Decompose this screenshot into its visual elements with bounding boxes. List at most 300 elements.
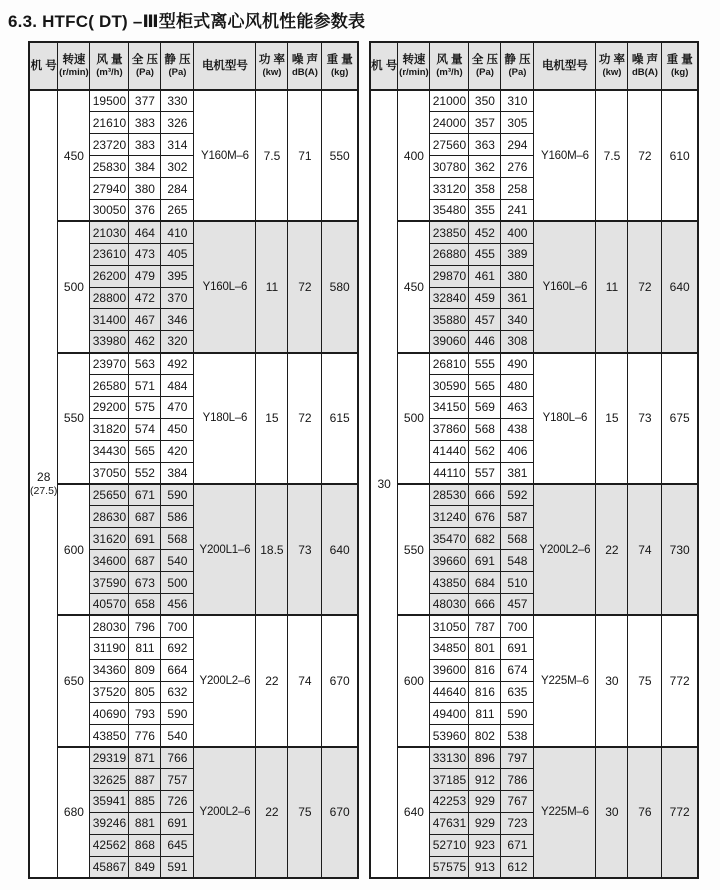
static-pressure-cell: 691 (161, 812, 194, 834)
airflow-cell: 42253 (430, 791, 469, 813)
total-pressure-cell: 929 (469, 812, 501, 834)
col-header-unit: (kw) (602, 67, 622, 79)
total-pressure-cell: 455 (469, 243, 501, 265)
static-pressure-cell: 463 (501, 396, 534, 418)
static-pressure-cell: 405 (161, 243, 194, 265)
col-header-weight (662, 42, 698, 90)
table-row (29, 484, 358, 506)
col-header-machine-no (370, 42, 398, 90)
airflow-cell: 40690 (90, 703, 129, 725)
table-row (29, 90, 358, 112)
power-cell: 22 (596, 484, 628, 615)
col-header-label: 机 号 (30, 59, 57, 72)
col-header-unit: (r/min) (399, 67, 429, 79)
total-pressure-cell: 676 (469, 506, 501, 528)
static-pressure-cell: 490 (501, 353, 534, 375)
total-pressure-cell: 380 (129, 178, 161, 200)
power-cell: 11 (596, 221, 628, 352)
table-row (29, 615, 358, 637)
static-pressure-cell: 480 (501, 375, 534, 397)
col-header-label: 噪 声 (631, 54, 659, 67)
total-pressure-cell: 446 (469, 331, 501, 353)
static-pressure-cell: 346 (161, 309, 194, 331)
static-pressure-cell: 568 (501, 528, 534, 550)
noise-cell: 71 (288, 90, 322, 221)
power-cell: 11 (256, 221, 288, 352)
airflow-cell: 23970 (90, 353, 129, 375)
static-pressure-cell: 591 (161, 856, 194, 878)
weight-cell: 640 (662, 221, 698, 352)
col-header-unit: dB(A) (292, 67, 318, 79)
col-header-unit: (Pa) (508, 67, 527, 79)
static-pressure-cell: 400 (501, 221, 534, 243)
static-pressure-cell: 310 (501, 90, 534, 112)
noise-cell: 72 (288, 353, 322, 484)
airflow-cell: 29200 (90, 396, 129, 418)
airflow-cell: 32625 (90, 769, 129, 791)
col-header-speed (58, 42, 90, 90)
airflow-cell: 30590 (430, 375, 469, 397)
airflow-cell: 25650 (90, 484, 129, 506)
speed-cell: 600 (398, 615, 430, 746)
airflow-cell: 31240 (430, 506, 469, 528)
total-pressure-cell: 793 (129, 703, 161, 725)
total-pressure-cell: 350 (469, 90, 501, 112)
static-pressure-cell: 590 (161, 703, 194, 725)
speed-cell: 550 (398, 484, 430, 615)
static-pressure-cell: 592 (501, 484, 534, 506)
motor-model-cell: Y160M–6 (534, 90, 596, 221)
total-pressure-cell: 809 (129, 659, 161, 681)
total-pressure-cell: 355 (469, 199, 501, 221)
static-pressure-cell: 294 (501, 134, 534, 156)
airflow-cell: 31620 (90, 528, 129, 550)
static-pressure-cell: 484 (161, 375, 194, 397)
power-cell: 15 (256, 353, 288, 484)
total-pressure-cell: 885 (129, 791, 161, 813)
total-pressure-cell: 479 (129, 265, 161, 287)
weight-cell: 580 (322, 221, 358, 352)
table-row (29, 747, 358, 769)
weight-cell: 640 (322, 484, 358, 615)
total-pressure-cell: 462 (129, 331, 161, 353)
weight-cell: 670 (322, 615, 358, 746)
airflow-cell: 34430 (90, 440, 129, 462)
speed-cell: 500 (398, 353, 430, 484)
airflow-cell: 37050 (90, 462, 129, 484)
airflow-cell: 43850 (430, 572, 469, 594)
airflow-cell: 49400 (430, 703, 469, 725)
motor-model-cell: Y180L–6 (534, 353, 596, 484)
col-header-unit: (m³/h) (436, 67, 463, 79)
col-header-noise (628, 42, 662, 90)
total-pressure-cell: 575 (129, 396, 161, 418)
table-row (29, 353, 358, 375)
power-cell: 7.5 (596, 90, 628, 221)
speed-cell: 450 (58, 90, 90, 221)
table-row (370, 615, 698, 637)
static-pressure-cell: 305 (501, 112, 534, 134)
static-pressure-cell: 276 (501, 156, 534, 178)
col-header-total-pressure (469, 42, 501, 90)
total-pressure-cell: 552 (129, 462, 161, 484)
weight-cell: 670 (322, 747, 358, 878)
total-pressure-cell: 787 (469, 615, 501, 637)
static-pressure-cell: 797 (501, 747, 534, 769)
airflow-cell: 31400 (90, 309, 129, 331)
static-pressure-cell: 766 (161, 747, 194, 769)
airflow-cell: 37185 (430, 769, 469, 791)
total-pressure-cell: 811 (129, 637, 161, 659)
page-title: 6.3. HTFC( DT) –Ⅲ型柜式离心风机性能参数表 (8, 12, 366, 31)
weight-cell: 730 (662, 484, 698, 615)
airflow-cell: 29870 (430, 265, 469, 287)
power-cell: 30 (596, 615, 628, 746)
static-pressure-cell: 265 (161, 199, 194, 221)
noise-cell: 76 (628, 747, 662, 878)
static-pressure-cell: 538 (501, 725, 534, 747)
col-header-label: 噪 声 (291, 54, 319, 67)
total-pressure-cell: 887 (129, 769, 161, 791)
static-pressure-cell: 692 (161, 637, 194, 659)
total-pressure-cell: 568 (469, 418, 501, 440)
total-pressure-cell: 452 (469, 221, 501, 243)
total-pressure-cell: 574 (129, 418, 161, 440)
total-pressure-cell: 384 (129, 156, 161, 178)
speed-cell: 450 (398, 221, 430, 352)
static-pressure-cell: 438 (501, 418, 534, 440)
airflow-cell: 26200 (90, 265, 129, 287)
col-header-label: 风 量 (96, 54, 123, 67)
col-header-label: 电机型号 (201, 59, 248, 72)
static-pressure-cell: 326 (161, 112, 194, 134)
col-header-unit: (Pa) (135, 67, 154, 79)
machine-no-value: 28 (37, 469, 51, 484)
power-cell: 22 (256, 747, 288, 878)
static-pressure-cell: 700 (161, 615, 194, 637)
airflow-cell: 37860 (430, 418, 469, 440)
total-pressure-cell: 472 (129, 287, 161, 309)
static-pressure-cell: 395 (161, 265, 194, 287)
airflow-cell: 28530 (430, 484, 469, 506)
speed-cell: 600 (58, 484, 90, 615)
total-pressure-cell: 796 (129, 615, 161, 637)
motor-model-cell: Y160L–6 (194, 221, 256, 352)
total-pressure-cell: 684 (469, 572, 501, 594)
airflow-cell: 31190 (90, 637, 129, 659)
airflow-cell: 53960 (430, 725, 469, 747)
table-row (29, 221, 358, 243)
total-pressure-cell: 691 (129, 528, 161, 550)
airflow-cell: 28800 (90, 287, 129, 309)
col-header-power (256, 42, 288, 90)
total-pressure-cell: 673 (129, 572, 161, 594)
total-pressure-cell: 666 (469, 593, 501, 615)
total-pressure-cell: 362 (469, 156, 501, 178)
total-pressure-cell: 687 (129, 506, 161, 528)
tables-wrapper (28, 41, 720, 879)
total-pressure-cell: 868 (129, 834, 161, 856)
total-pressure-cell: 929 (469, 791, 501, 813)
total-pressure-cell: 363 (469, 134, 501, 156)
total-pressure-cell: 671 (129, 484, 161, 506)
airflow-cell: 24000 (430, 112, 469, 134)
static-pressure-cell: 470 (161, 396, 194, 418)
airflow-cell: 28630 (90, 506, 129, 528)
static-pressure-cell: 635 (501, 681, 534, 703)
static-pressure-cell: 590 (501, 703, 534, 725)
total-pressure-cell: 376 (129, 199, 161, 221)
noise-cell: 72 (288, 221, 322, 352)
speed-cell: 550 (58, 353, 90, 484)
static-pressure-cell: 645 (161, 834, 194, 856)
machine-no-value: 30 (377, 476, 391, 491)
airflow-cell: 35880 (430, 309, 469, 331)
total-pressure-cell: 555 (469, 353, 501, 375)
col-header-weight (322, 42, 358, 90)
total-pressure-cell: 881 (129, 812, 161, 834)
static-pressure-cell: 691 (501, 637, 534, 659)
total-pressure-cell: 467 (129, 309, 161, 331)
machine-no-alt-value: (27.5) (30, 484, 58, 497)
static-pressure-cell: 389 (501, 243, 534, 265)
total-pressure-cell: 896 (469, 747, 501, 769)
static-pressure-cell: 380 (501, 265, 534, 287)
col-header-label: 重 量 (326, 54, 353, 67)
static-pressure-cell: 540 (161, 725, 194, 747)
fan-performance-table-right (369, 41, 699, 879)
col-header-label: 风 量 (436, 54, 463, 67)
power-cell: 30 (596, 747, 628, 878)
static-pressure-cell: 674 (501, 659, 534, 681)
static-pressure-cell: 340 (501, 309, 534, 331)
noise-cell: 74 (628, 484, 662, 615)
col-header-label: 全 压 (131, 54, 159, 67)
airflow-cell: 19500 (90, 90, 129, 112)
total-pressure-cell: 871 (129, 747, 161, 769)
power-cell: 18.5 (256, 484, 288, 615)
col-header-label: 重 量 (666, 54, 693, 67)
airflow-cell: 31050 (430, 615, 469, 637)
static-pressure-cell: 586 (161, 506, 194, 528)
col-header-unit: (Pa) (475, 67, 494, 79)
power-cell: 7.5 (256, 90, 288, 221)
noise-cell: 72 (628, 221, 662, 352)
noise-cell: 73 (628, 353, 662, 484)
noise-cell: 75 (288, 747, 322, 878)
total-pressure-cell: 461 (469, 265, 501, 287)
col-header-airflow (90, 42, 129, 90)
noise-cell: 72 (628, 90, 662, 221)
motor-model-cell: Y160L–6 (534, 221, 596, 352)
airflow-cell: 21610 (90, 112, 129, 134)
static-pressure-cell: 456 (161, 593, 194, 615)
weight-cell: 772 (662, 747, 698, 878)
total-pressure-cell: 849 (129, 856, 161, 878)
col-header-label: 静 压 (164, 54, 191, 67)
airflow-cell: 42562 (90, 834, 129, 856)
airflow-cell: 27560 (430, 134, 469, 156)
total-pressure-cell: 565 (129, 440, 161, 462)
power-cell: 22 (256, 615, 288, 746)
airflow-cell: 40570 (90, 593, 129, 615)
total-pressure-cell: 571 (129, 375, 161, 397)
airflow-cell: 26580 (90, 375, 129, 397)
total-pressure-cell: 811 (469, 703, 501, 725)
power-cell: 15 (596, 353, 628, 484)
static-pressure-cell: 540 (161, 550, 194, 572)
col-header-unit: dB(A) (632, 67, 658, 79)
machine-no-cell (370, 90, 398, 878)
total-pressure-cell: 459 (469, 287, 501, 309)
static-pressure-cell: 241 (501, 199, 534, 221)
speed-cell: 680 (58, 747, 90, 878)
airflow-cell: 35941 (90, 791, 129, 813)
static-pressure-cell: 361 (501, 287, 534, 309)
static-pressure-cell: 284 (161, 178, 194, 200)
static-pressure-cell: 500 (161, 572, 194, 594)
airflow-cell: 35470 (430, 528, 469, 550)
static-pressure-cell: 492 (161, 353, 194, 375)
total-pressure-cell: 464 (129, 221, 161, 243)
static-pressure-cell: 723 (501, 812, 534, 834)
airflow-cell: 44640 (430, 681, 469, 703)
airflow-cell: 45867 (90, 856, 129, 878)
static-pressure-cell: 302 (161, 156, 194, 178)
weight-cell: 772 (662, 615, 698, 746)
total-pressure-cell: 457 (469, 309, 501, 331)
airflow-cell: 23610 (90, 243, 129, 265)
airflow-cell: 33120 (430, 178, 469, 200)
machine-no-cell (29, 90, 58, 878)
static-pressure-cell: 587 (501, 506, 534, 528)
airflow-cell: 33980 (90, 331, 129, 353)
total-pressure-cell: 666 (469, 484, 501, 506)
speed-cell: 400 (398, 90, 430, 221)
total-pressure-cell: 658 (129, 593, 161, 615)
airflow-cell: 26810 (430, 353, 469, 375)
table-row (370, 353, 698, 375)
airflow-cell: 39060 (430, 331, 469, 353)
col-header-motor-model (194, 42, 256, 90)
airflow-cell: 34360 (90, 659, 129, 681)
col-header-unit: (r/min) (59, 67, 89, 79)
total-pressure-cell: 912 (469, 769, 501, 791)
static-pressure-cell: 568 (161, 528, 194, 550)
weight-cell: 550 (322, 90, 358, 221)
static-pressure-cell: 664 (161, 659, 194, 681)
total-pressure-cell: 776 (129, 725, 161, 747)
total-pressure-cell: 682 (469, 528, 501, 550)
motor-model-cell: Y200L2–6 (534, 484, 596, 615)
static-pressure-cell: 370 (161, 287, 194, 309)
col-header-static-pressure (161, 42, 194, 90)
total-pressure-cell: 805 (129, 681, 161, 703)
motor-model-cell: Y200L2–6 (194, 615, 256, 746)
table-row (370, 90, 698, 112)
col-header-unit: (m³/h) (96, 67, 123, 79)
col-header-label: 机 号 (371, 59, 398, 72)
col-header-label: 功 率 (598, 54, 626, 67)
total-pressure-cell: 358 (469, 178, 501, 200)
static-pressure-cell: 330 (161, 90, 194, 112)
col-header-unit: (kw) (262, 67, 282, 79)
motor-model-cell: Y200L2–6 (194, 747, 256, 878)
airflow-cell: 52710 (430, 834, 469, 856)
col-header-noise (288, 42, 322, 90)
col-header-total-pressure (129, 42, 161, 90)
total-pressure-cell: 557 (469, 462, 501, 484)
static-pressure-cell: 314 (161, 134, 194, 156)
speed-cell: 650 (58, 615, 90, 746)
airflow-cell: 47631 (430, 812, 469, 834)
col-header-unit: (kg) (330, 67, 349, 79)
static-pressure-cell: 258 (501, 178, 534, 200)
total-pressure-cell: 691 (469, 550, 501, 572)
col-header-label: 全 压 (471, 54, 499, 67)
motor-model-cell: Y225M–6 (534, 747, 596, 878)
static-pressure-cell: 381 (501, 462, 534, 484)
static-pressure-cell: 612 (501, 856, 534, 878)
airflow-cell: 27940 (90, 178, 129, 200)
col-header-unit: (Pa) (168, 67, 187, 79)
speed-cell: 640 (398, 747, 430, 878)
airflow-cell: 30780 (430, 156, 469, 178)
weight-cell: 675 (662, 353, 698, 484)
table-row (370, 747, 698, 769)
col-header-speed (398, 42, 430, 90)
col-header-label: 转速 (402, 54, 426, 67)
static-pressure-cell: 632 (161, 681, 194, 703)
airflow-cell: 43850 (90, 725, 129, 747)
airflow-cell: 34600 (90, 550, 129, 572)
total-pressure-cell: 383 (129, 112, 161, 134)
col-header-unit: (kg) (670, 67, 689, 79)
airflow-cell: 21030 (90, 221, 129, 243)
total-pressure-cell: 473 (129, 243, 161, 265)
airflow-cell: 33130 (430, 747, 469, 769)
static-pressure-cell: 700 (501, 615, 534, 637)
col-header-label: 转速 (62, 54, 86, 67)
motor-model-cell: Y180L–6 (194, 353, 256, 484)
static-pressure-cell: 457 (501, 593, 534, 615)
noise-cell: 73 (288, 484, 322, 615)
table-row (370, 221, 698, 243)
table-row (370, 484, 698, 506)
airflow-cell: 28030 (90, 615, 129, 637)
airflow-cell: 29319 (90, 747, 129, 769)
airflow-cell: 48030 (430, 593, 469, 615)
col-header-power (596, 42, 628, 90)
total-pressure-cell: 569 (469, 396, 501, 418)
noise-cell: 74 (288, 615, 322, 746)
col-header-static-pressure (501, 42, 534, 90)
airflow-cell: 41440 (430, 440, 469, 462)
total-pressure-cell: 357 (469, 112, 501, 134)
total-pressure-cell: 563 (129, 353, 161, 375)
total-pressure-cell: 377 (129, 90, 161, 112)
total-pressure-cell: 802 (469, 725, 501, 747)
static-pressure-cell: 671 (501, 834, 534, 856)
static-pressure-cell: 420 (161, 440, 194, 462)
col-header-label: 功 率 (258, 54, 286, 67)
airflow-cell: 57575 (430, 856, 469, 878)
total-pressure-cell: 562 (469, 440, 501, 462)
total-pressure-cell: 923 (469, 834, 501, 856)
col-header-label: 静 压 (504, 54, 531, 67)
speed-cell: 500 (58, 221, 90, 352)
total-pressure-cell: 801 (469, 637, 501, 659)
